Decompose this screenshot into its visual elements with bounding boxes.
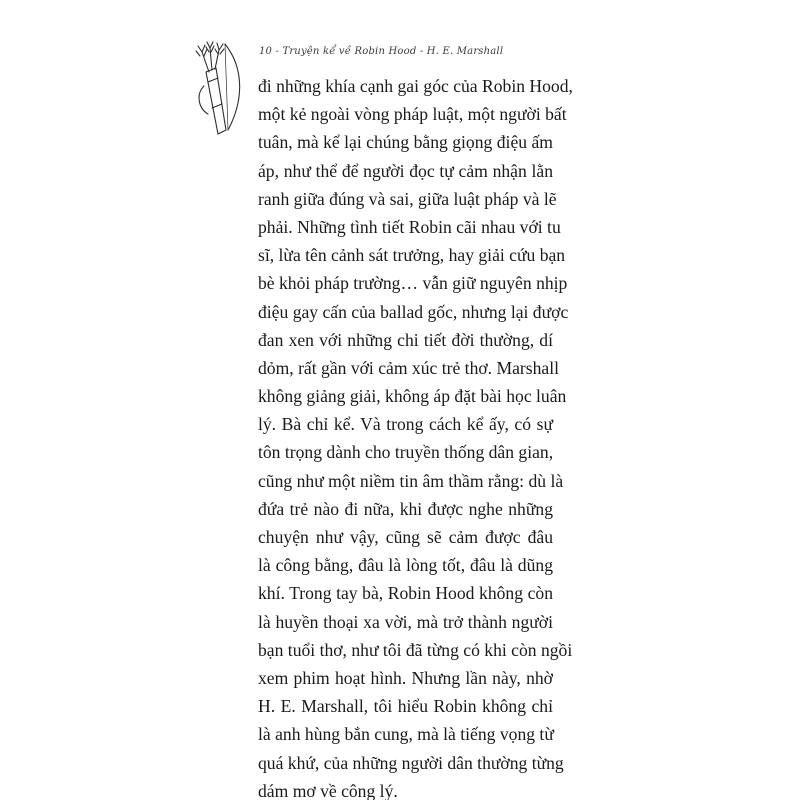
text-line: khí. Trong tay bà, Robin Hood không còn [258, 583, 553, 604]
text-line: không giảng giải, không áp đặt bài học luân [258, 386, 567, 407]
text-line: phải. Những tình tiết Robin cãi nhau với tu [258, 216, 561, 237]
text-line: chuyện như vậy, cũng sẽ cảm được đâu [258, 527, 553, 547]
text-line: đứa trẻ nào đi nữa, khi được nghe những [258, 498, 553, 519]
body-text [258, 72, 573, 800]
text-line: H. E. Marshall, tôi hiểu Robin không chỉ [258, 696, 553, 717]
text-line: là công bằng, đâu là lòng tốt, đâu là dũng [258, 555, 553, 576]
text-line: một kẻ ngoài vòng pháp luật, một người bất [258, 104, 567, 125]
text-line: lý. Bà chỉ kể. Và trong cách kể ấy, có sự [258, 414, 553, 435]
text-line: đan xen với những chi tiết đời thường, dí [258, 329, 553, 350]
running-header: 10 - Truyện kể về Robin Hood - H. E. Marshall [259, 46, 504, 57]
text-line: tôn trọng dành cho truyền thống dân gian, [258, 442, 554, 463]
text-line: đi những khía cạnh gai góc của Robin Hood, [258, 76, 573, 96]
text-line: dám mơ về công lý. [258, 780, 398, 800]
text-line: cũng như một niềm tin âm thầm rằng: dù là [258, 470, 564, 491]
quiver-and-bow-icon [192, 38, 248, 138]
text-line: bạn tuổi thơ, như tôi đã từng có khi còn ngồi [258, 639, 573, 660]
text-line: là huyền thoại xa vời, mà trở thành người [258, 611, 553, 632]
text-line: ranh giữa đúng và sai, giữa luật pháp và lẽ [258, 188, 557, 209]
text-line: quá khứ, của những người dân thường từng [258, 752, 564, 773]
text-line: điệu gay cấn của ballad gốc, nhưng lại được [258, 301, 569, 322]
text-line: là anh hùng bắn cung, mà là tiếng vọng từ [258, 724, 554, 745]
text-line: tuân, mà kể lại chúng bằng giọng điệu ấm [258, 132, 553, 153]
text-line: áp, như thể để người đọc tự cảm nhận lằn [258, 160, 553, 181]
text-line: sĩ, lừa tên cảnh sát trưởng, hay giải cứu bạn [258, 245, 566, 266]
text-line: bè khỏi pháp trường… vẫn giữ nguyên nhịp [258, 273, 568, 294]
text-line: dỏm, rất gần với cảm xúc trẻ thơ. Marshall [258, 357, 560, 378]
text-line: xem phim hoạt hình. Nhưng lần này, nhờ [258, 667, 553, 688]
